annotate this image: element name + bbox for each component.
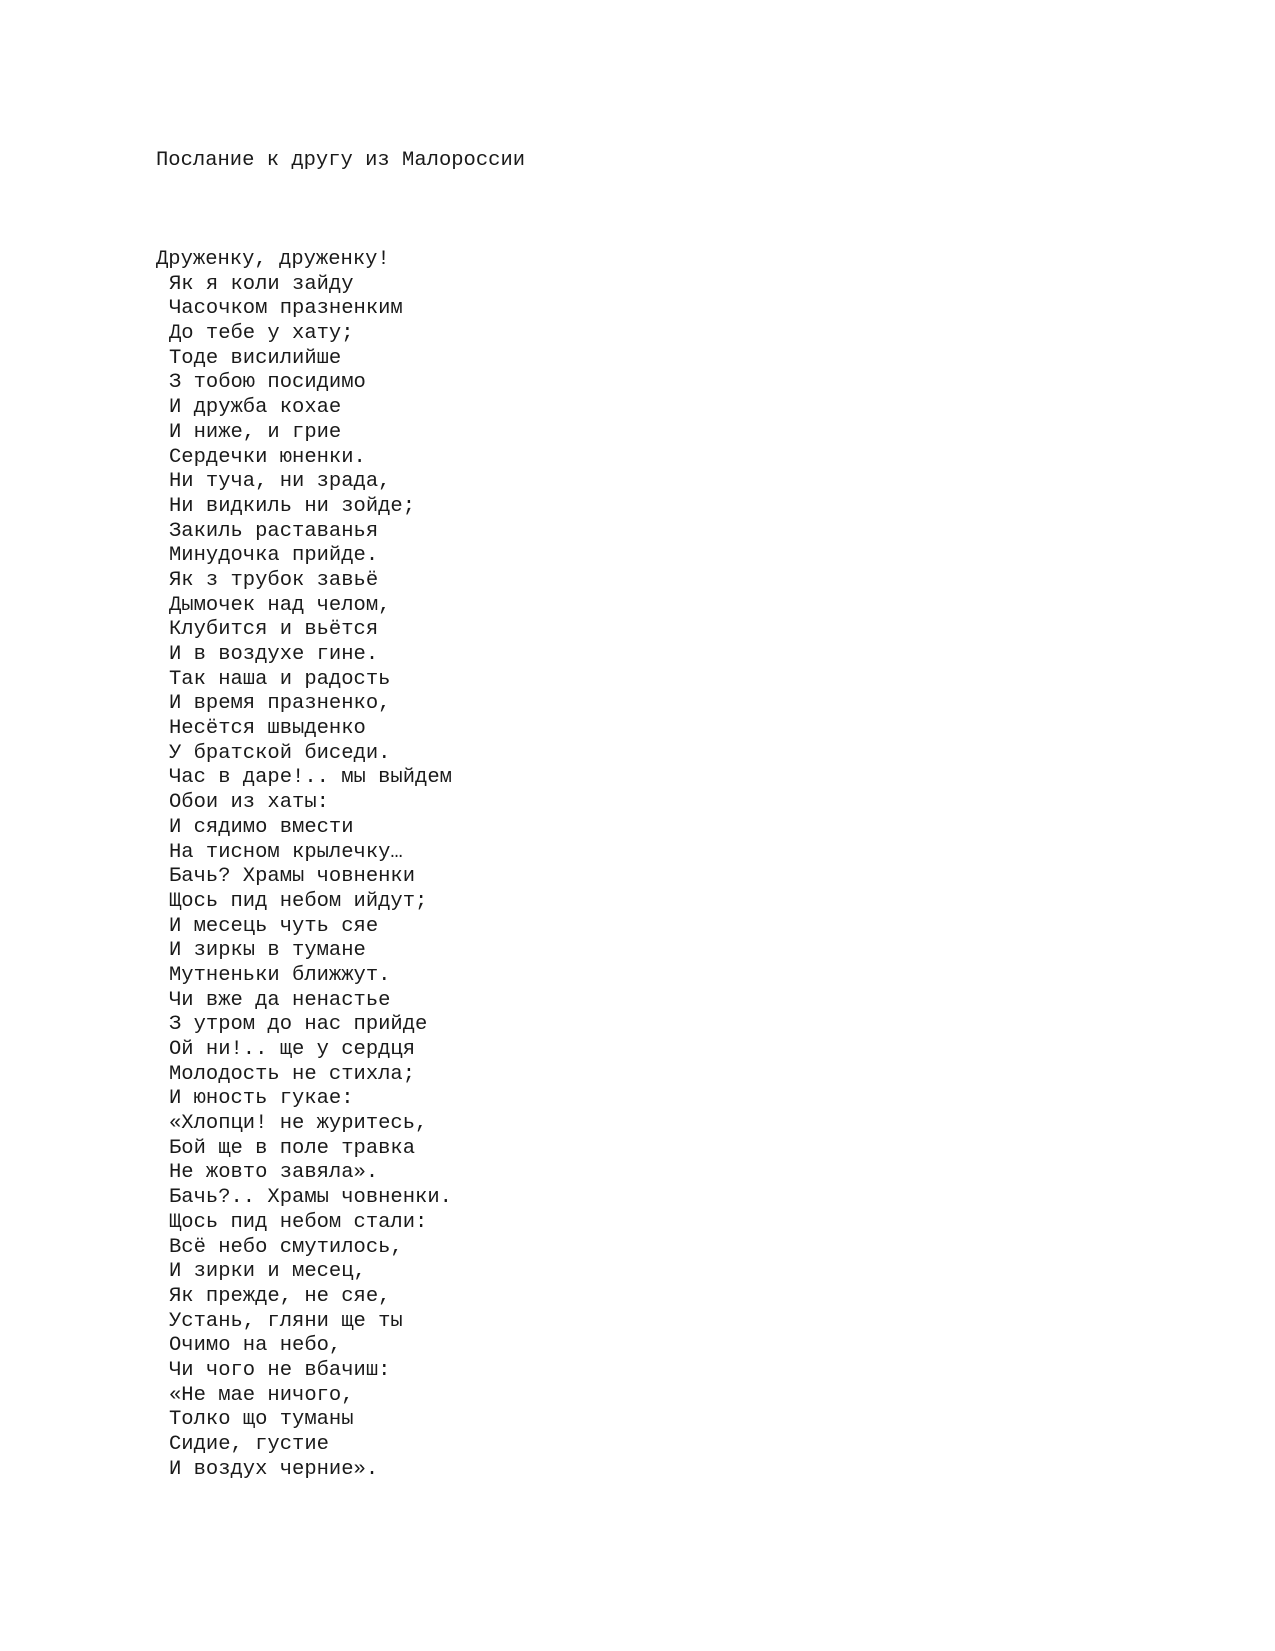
poem-line: Ни туча, ни зрада, (169, 470, 391, 494)
poem-title: Послание к другу из Малороссии (156, 149, 526, 172)
poem-line: Толко що туманы (169, 1408, 354, 1432)
poem-line: Бачь?.. Храмы човненки. (169, 1186, 452, 1210)
poem-line: «Не мае ничого, (169, 1383, 354, 1407)
poem-line: Як з трубок завьё (169, 568, 379, 592)
poem-line: Часочком празненким (169, 297, 403, 321)
poem-line: Ой ни!.. ще у сердця (169, 1038, 416, 1061)
poem-line: Тоде висилийше (169, 346, 342, 370)
poem-line: Обои из хаты: (169, 791, 329, 815)
poem-line: Щось пид небом стали: (169, 1210, 428, 1234)
poem-line: Як прежде, не сяе, (169, 1284, 391, 1308)
poem-line: Так наша и радость (169, 667, 391, 691)
poem-line: Друженку, друженку! (156, 248, 390, 271)
poem-line: И месець чуть сяе (169, 914, 379, 938)
poem-line: И ниже, и грие (169, 420, 342, 444)
poem-line: И зиркы в тумане (169, 939, 366, 963)
poem-line: Чи вже да ненастье (169, 988, 391, 1012)
poem-line: «Хлопци! не журитесь, (169, 1112, 428, 1136)
poem-body (156, 248, 452, 1482)
poem-line: Дымочек над челом, (169, 593, 391, 617)
poem-line: До тебе у хату; (169, 322, 354, 346)
poem-line: И зирки и месец, (169, 1260, 366, 1284)
poem-line: Бой ще в поле травка (169, 1136, 416, 1160)
poem-line: И в воздухе гине. (169, 643, 379, 666)
poem-line: У братской биседи. (169, 741, 391, 765)
poem-line: Устань, гляни ще ты (169, 1309, 403, 1333)
poem-line: З утром до нас прийде (169, 1013, 428, 1037)
poem-line: Щось пид небом ийдут; (169, 889, 428, 913)
poem-line: Несётся швыденко (169, 717, 366, 741)
poem-line: Сидие, густие (169, 1433, 329, 1456)
poem-line: На тисном крылечку… (169, 840, 403, 864)
poem-line: Всё небо смутилось, (169, 1235, 403, 1259)
poem-line: Час в даре!.. мы выйдем (169, 766, 452, 790)
poem-line: Мутненьки ближжут. (169, 963, 391, 987)
poem-line: Чи чого не вбачиш: (169, 1358, 391, 1382)
poem-line: Сердечки юненки. (169, 445, 366, 469)
poem-line: Бачь? Храмы човненки (169, 865, 416, 889)
poem-line: Закиль раставанья (169, 519, 379, 543)
poem-line: Очимо на небо, (169, 1334, 342, 1358)
poem-line: Як я коли зайду (169, 272, 354, 296)
poem-line: Ни видкиль ни зойде; (169, 494, 416, 518)
poem-line: Не жовто завяла». (169, 1161, 379, 1185)
poem-line: И сядимо вмести (169, 815, 354, 839)
poem-line: Молодость не стихла; (169, 1062, 416, 1086)
poem-line: И дружба кохае (169, 396, 342, 420)
poem-line: И время празненко, (169, 692, 391, 716)
poem-line: З тобою посидимо (169, 371, 366, 395)
poem-line: Минудочка прийде. (169, 544, 379, 568)
poem-line: И юность гукае: (169, 1087, 354, 1111)
poem-line: И воздух черние». (169, 1457, 379, 1481)
poem-line: Клубится и вьётся (169, 618, 379, 642)
